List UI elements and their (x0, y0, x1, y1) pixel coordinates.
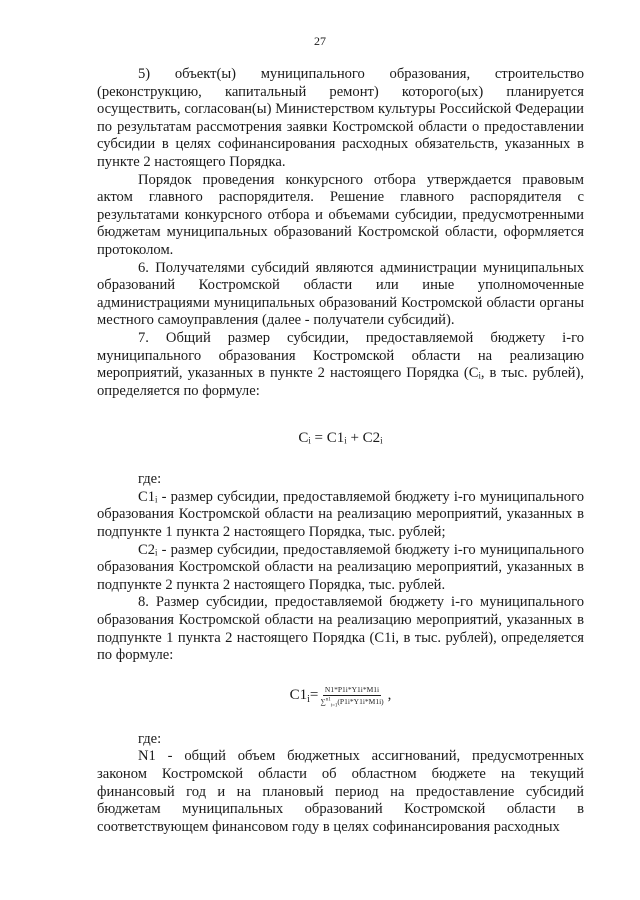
page-number: 27 (314, 34, 326, 48)
sum-symbol: ∑ (320, 696, 326, 706)
paragraph-subsidy-size: 8. Размер субсидии, предоставляемой бюджету i-го муниципального образования Костромской области на реализацию мероприятий, указанных в подпункте 1 пункта 2 настоящего Порядка (C1i, в тыс. рублей), определяется по формуле: (97, 594, 584, 664)
definition-c2: C2ᵢ - размер субсидии, предоставляемой бюджету i-го муниципального образования Костромской области на реализацию мероприятий, указанных в подпункте 2 пункта 2 настоящего Порядка, тыс. рублей. (97, 541, 584, 593)
formula-denominator (320, 696, 383, 707)
formula-c1 (97, 685, 584, 707)
where-label-2: где: (138, 730, 162, 747)
document-body (97, 66, 584, 836)
definition-n1: N1 - общий объем бюджетных ассигнований, предусмотренных законом Костромской области об областном бюджете на текущий финансовый год и на плановый период на предоставление субсидий бюджетам муниципальных образований Костромской области в соответствующем финансовом году в целях софинансирования расходных (97, 748, 584, 835)
sum-lower: i=1 (330, 703, 338, 709)
paragraph-item-5: 5) объект(ы) муниципального образования, строительство (реконструкцию, капитальный ремонт) которого(ых) планируется осуществить, согласован(ы) Министерством культуры Российской Федерации по результатам рассмотрения заявки Костромской области о предоставлении субсидии в целях софинансирования расходных обязательств, указанных в пункте 2 настоящего Порядка. (97, 66, 584, 170)
sum-body: (P1i*Y1i*M1i) (337, 696, 384, 706)
formula-numerator: N1*P1i*Y1i*M1i (324, 684, 380, 694)
where-label: где: (138, 471, 162, 488)
formula-lhs-sub: i (307, 694, 310, 706)
formula-equals: = (309, 687, 319, 704)
paragraph-recipients: 6. Получателями субсидий являются администрации муниципальных образований Костромской области или иные уполномоченные администрациями муниципальных образований Костромской области органы местного самоуправления (далее - получатели субсидий). (97, 259, 584, 329)
formula-total: Cᵢ = C1ᵢ + C2ᵢ (298, 430, 383, 447)
formula-fraction (320, 685, 383, 707)
paragraph-total-subsidy: 7. Общий размер субсидии, предоставляемой бюджету i-го муниципального образования Костромской области на реализацию мероприятий, указанных в пункте 2 настоящего Порядка (Cᵢ, в тыс. рублей), определяется по формуле: (97, 329, 584, 399)
sum-upper: n1 (325, 697, 331, 703)
formula-lhs: C1 (289, 687, 308, 704)
formula-trail: , (387, 687, 392, 704)
paragraph-competition-order: Порядок проведения конкурсного отбора утверждается правовым актом главного распорядителя. Решение главного распорядителя с результатами конкурсного отбора и объемами субсидии, предусмотренными бюджетам муниципальных образований Костромской области, оформляется протоколом. (97, 171, 584, 258)
definition-c1: C1ᵢ - размер субсидии, предоставляемой бюджету i-го муниципального образования Костромской области на реализацию мероприятий, указанных в подпункте 1 пункта 2 настоящего Порядка, тыс. рублей; (97, 488, 584, 541)
